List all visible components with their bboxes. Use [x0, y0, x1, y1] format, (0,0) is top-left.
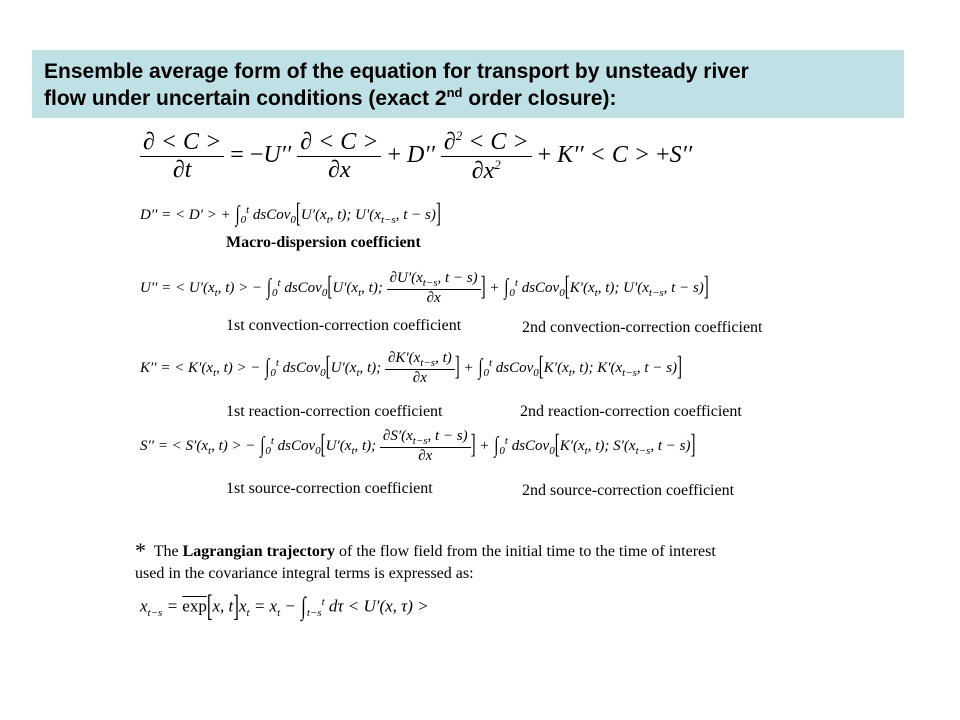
label-react-1: 1st reaction-correction coefficient [226, 403, 443, 420]
label-source-1: 1st source-correction coefficient [226, 480, 433, 497]
main-equation: $\frac{\partial < C >}{\partial t}$ = −U′′ $\frac{\partial < C >}{\partial x}$ + D′′ $\frac{\partial^2 < C >}{\partial x^2}$ + K′′ < C > +S′′ [140, 128, 692, 185]
label-macro-dispersion: Macro-dispersion coefficient [226, 234, 421, 251]
reaction-correction-equation: K′′ = < $K'(x_t$, t) > − $\int_0^t$ $dsCov_0[U'(x_t$, t); $\frac{\partial K'(x_{t-s}, t)}{\partial x}$ ] + $\int_0^t$ $dsCov_0[K'(x_t$, t); $K'(x_{t-s}$, t − s)] [140, 350, 683, 386]
label-source-2: 2nd source-correction coefficient [522, 482, 735, 499]
macro-dispersion-equation: D′′ = < D′ > + $\int_0^t$ $dsCov_0[U'(x_t$, t); $U'(x_{t-s}$, t − s)] [140, 200, 441, 229]
lagrangian-trajectory-equation: $x_{t-s} = \overline{exp}[x$, $t]x_t = x_t - \int_{t-s}^t$ dτ < U′(x, τ) > [140, 588, 429, 623]
lagrangian-note: * The Lagrangian trajectory of the flow field from the initial time to the time of interest used in the covariance integral terms is expressed as: [135, 538, 716, 582]
label-react-2: 2nd reaction-correction coefficient [520, 403, 742, 420]
title-line-1: Ensemble average form of the equation for transport by unsteady river [44, 60, 749, 83]
title-line-2: flow under uncertain conditions (exact 2nd order closure): [44, 85, 617, 110]
label-conv-1: 1st convection-correction coefficient [226, 317, 462, 334]
label-conv-2: 2nd convection-correction coefficient [522, 319, 763, 336]
title-banner [32, 50, 904, 118]
convection-correction-equation: U′′ = < $U'(x_t$, t) > − $\int_0^t$ $dsCov_0[U'(x_t$, t); $\frac{\partial U'(x_{t-s}, t - s)}{\partial x}$ ] + $\int_0^t$ $dsCov_0[K'(x_t$, t); $U'(x_{t-s}$, t − s)] [140, 270, 709, 306]
source-correction-equation: S′′ = < $S'(x_t$, t) > − $\int_0^t$ $dsCov_0[U'(x_t$, t); $\frac{\partial S'(x_{t-s}, t - s)}{\partial x}$ ] + $\int_0^t$ $dsCov_0[K'(x_t$, t); $S'(x_{t-s}$, t − s)] [140, 428, 696, 464]
